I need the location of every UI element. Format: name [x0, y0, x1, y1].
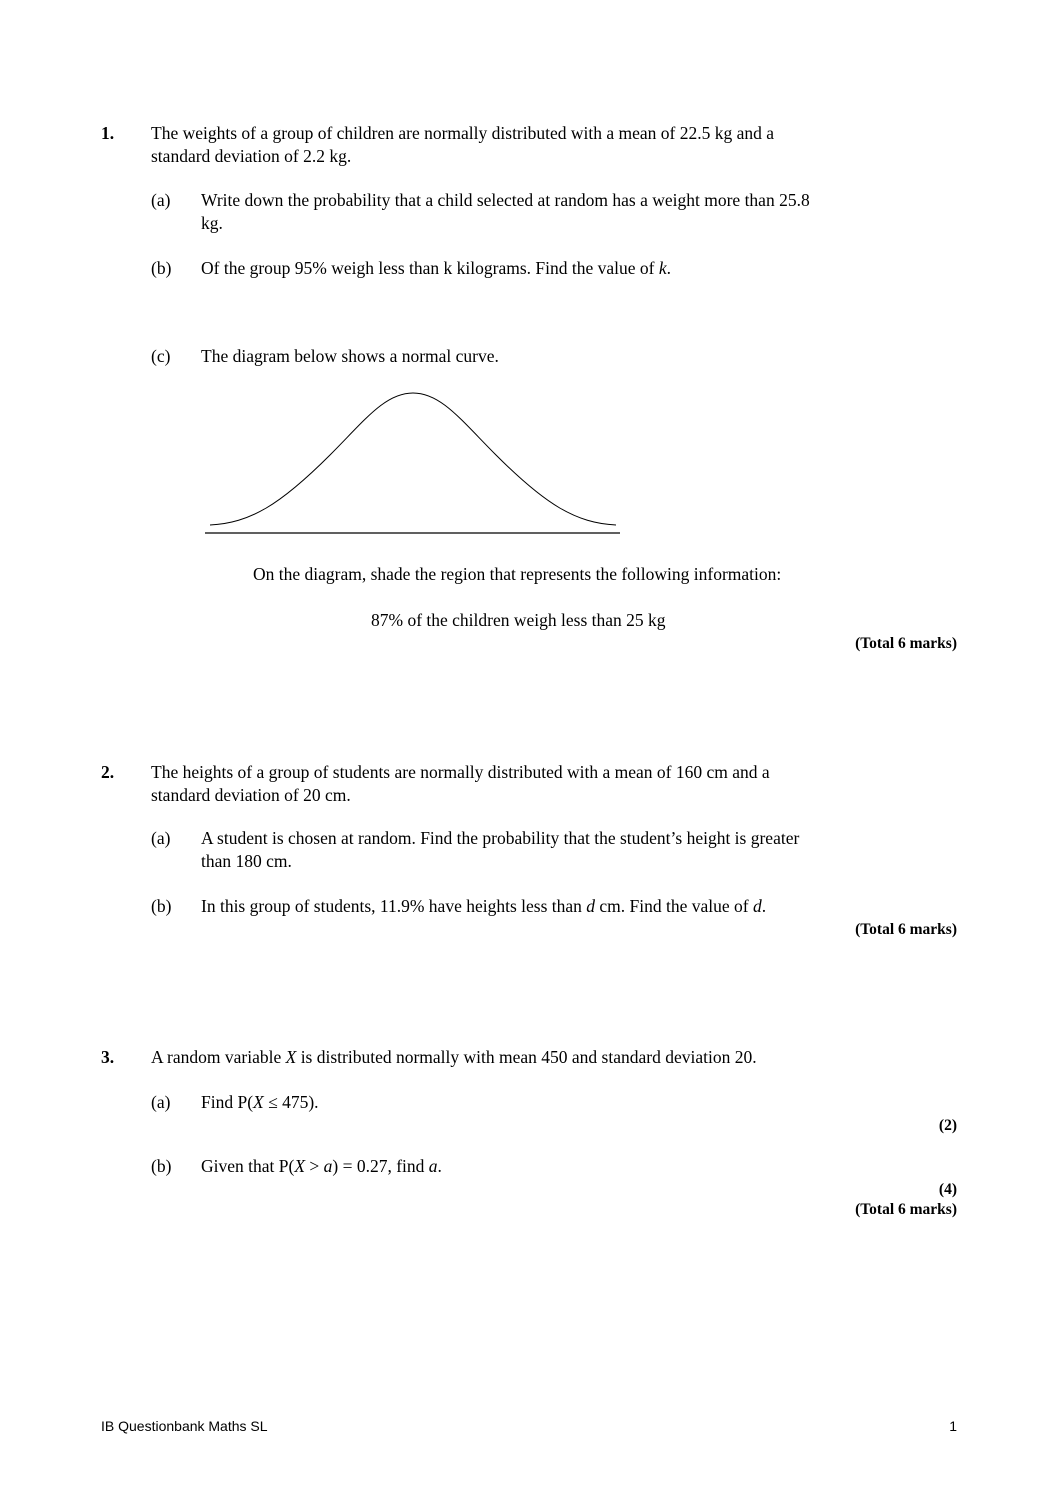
diagram-instruction: On the diagram, shade the region that represents the following information:: [253, 564, 782, 584]
part-label: (c): [151, 346, 171, 366]
question-stem: standard deviation of 2.2 kg.: [151, 146, 352, 166]
question-stem: standard deviation of 20 cm.: [151, 785, 351, 805]
normal-curve: [210, 393, 616, 525]
question-number: 3.: [101, 1047, 115, 1067]
question-number: 2.: [101, 762, 115, 782]
part-label: (a): [151, 190, 171, 210]
diagram-info: 87% of the children weigh less than 25 kg: [371, 610, 666, 630]
part-text: Of the group 95% weigh less than k kilograms. Find the value of k.: [201, 258, 671, 278]
question-stem: The heights of a group of students are normally distributed with a mean of 160 cm and a: [151, 762, 770, 782]
part-marks: (4): [938, 1181, 957, 1198]
part-text: In this group of students, 11.9% have heights less than d cm. Find the value of d.: [201, 896, 767, 916]
question-stem: A random variable X is distributed normally with mean 450 and standard deviation 20.: [151, 1047, 757, 1067]
page-number: 1: [949, 1418, 957, 1434]
part-marks: (2): [938, 1117, 957, 1134]
part-text: A student is chosen at random. Find the probability that the student’s height is greater: [201, 828, 800, 848]
part-label: (a): [151, 1092, 171, 1112]
part-text: The diagram below shows a normal curve.: [201, 346, 499, 366]
total-marks: (Total 6 marks): [855, 921, 957, 938]
part-text: kg.: [201, 213, 223, 233]
part-text: Write down the probability that a child selected at random has a weight more than 25.8: [201, 190, 810, 210]
part-label: (b): [151, 258, 172, 278]
total-marks: (Total 6 marks): [855, 635, 957, 652]
total-marks: (Total 6 marks): [855, 1201, 957, 1218]
question-number: 1.: [101, 123, 115, 143]
part-label: (b): [151, 896, 172, 916]
footer-source: IB Questionbank Maths SL: [101, 1418, 268, 1434]
part-text: Find P(X ≤ 475).: [201, 1092, 319, 1112]
part-text: than 180 cm.: [201, 851, 292, 871]
part-text: Given that P(X > a) = 0.27, find a.: [201, 1156, 442, 1176]
part-label: (a): [151, 828, 171, 848]
part-label: (b): [151, 1156, 172, 1176]
question-stem: The weights of a group of children are normally distributed with a mean of 22.5 kg and a: [151, 123, 775, 143]
normal-curve-diagram: [200, 385, 625, 540]
